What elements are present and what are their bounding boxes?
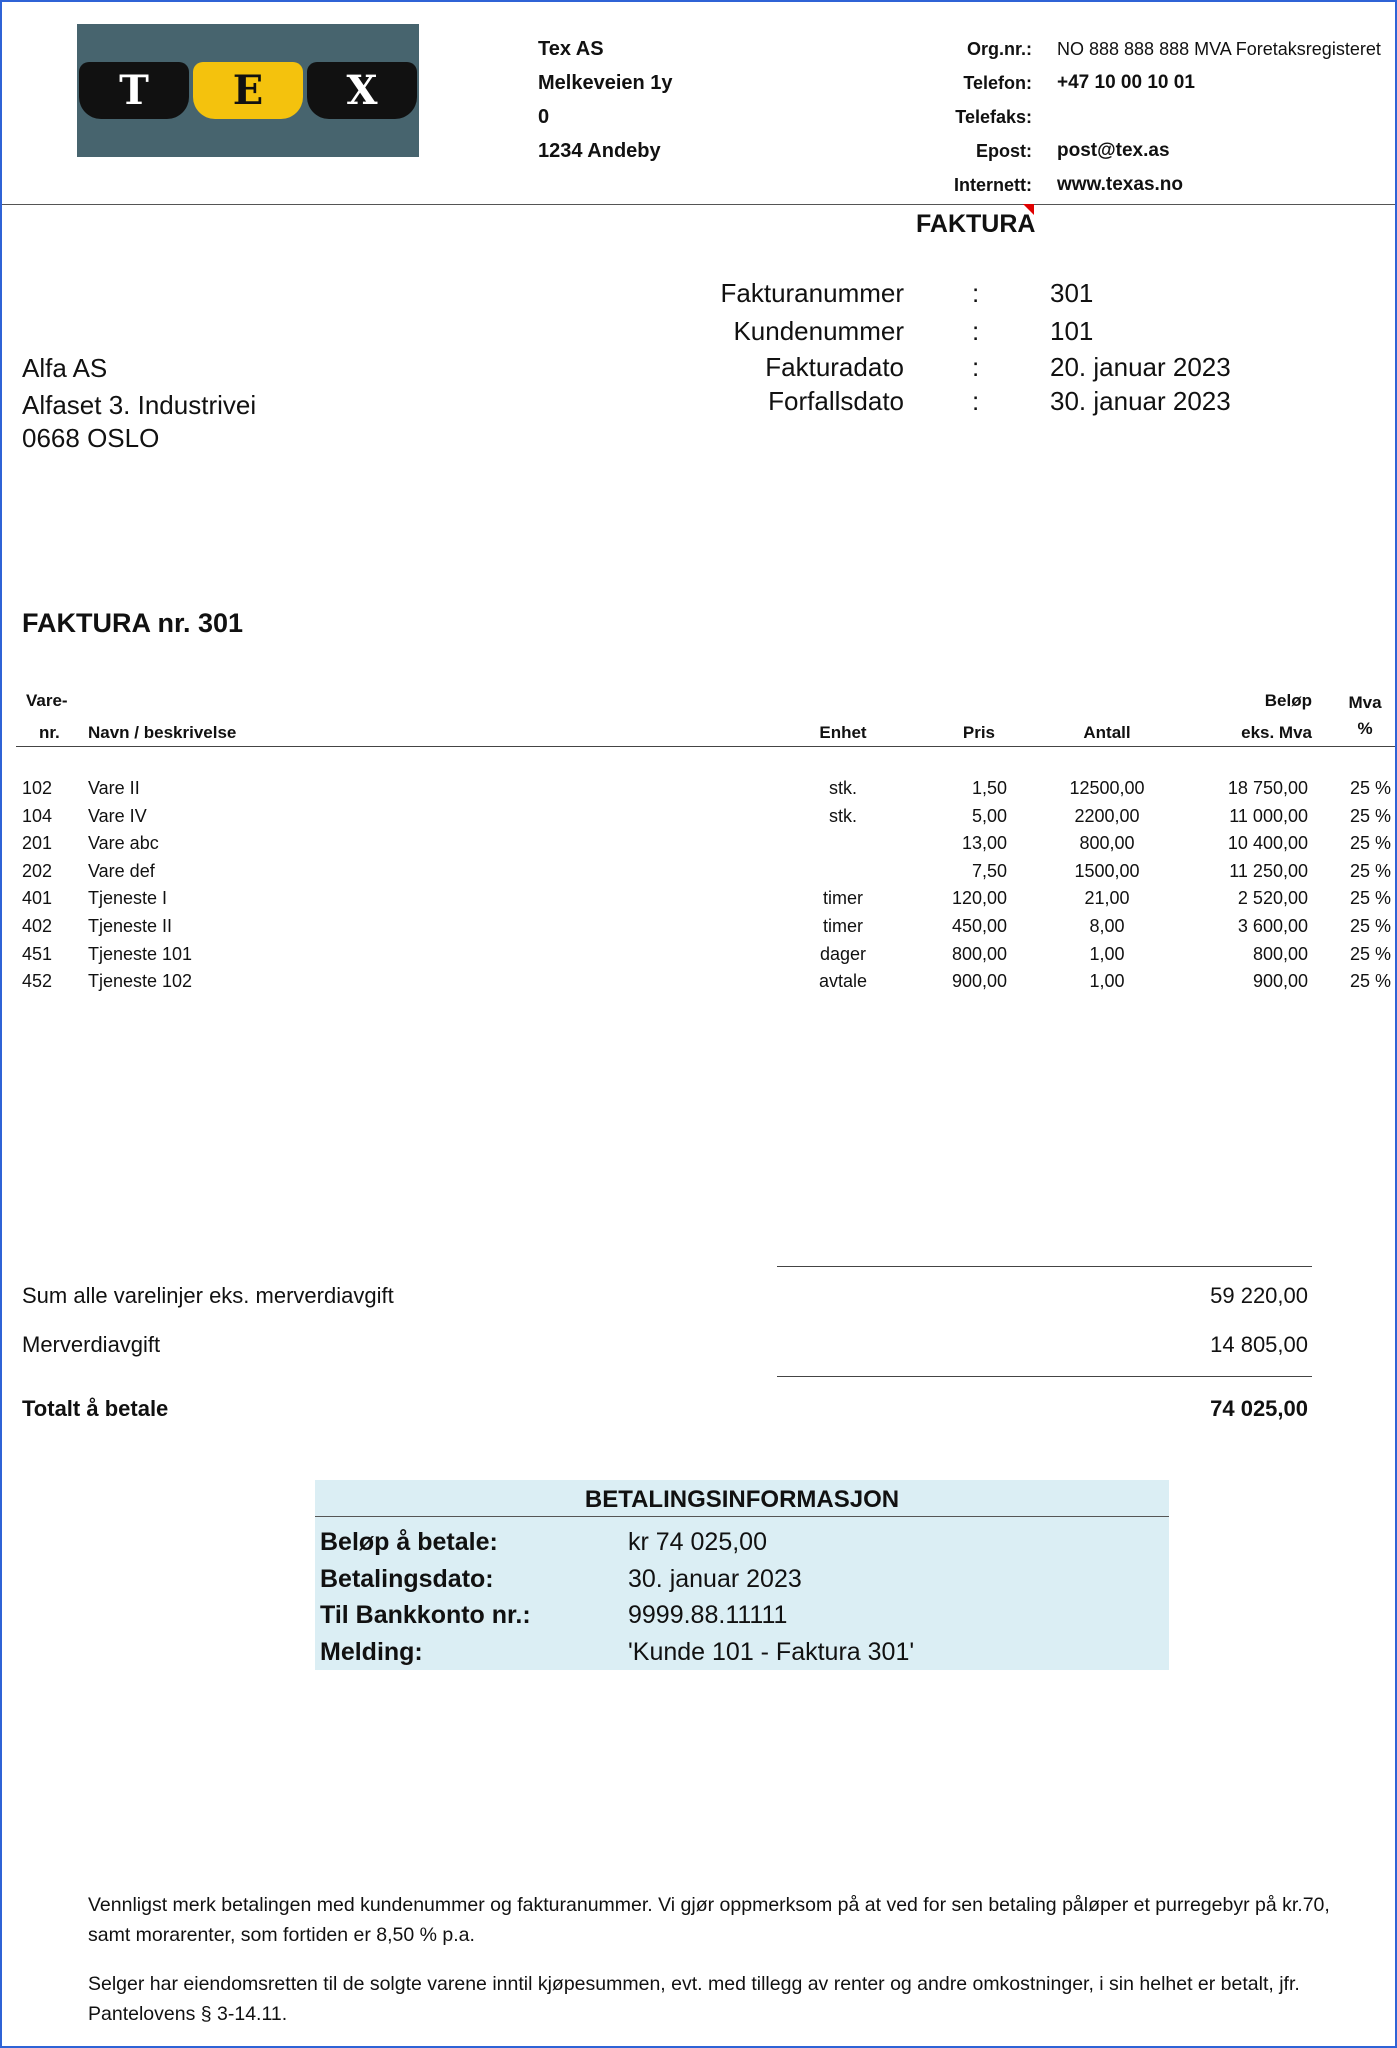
item-number: 202 (22, 860, 53, 881)
item-price: 5,00 (971, 805, 1007, 826)
payment-labels (320, 1524, 531, 1670)
footer-note-payment: Vennligst merk betalingen med kundenummer og fakturanummer. Vi gjør oppmerksom på at ved for sen betaling påløper et purregebyr på kr.70, samt morarenter, som fortiden er 8,50 % p.a. (88, 1894, 1330, 1946)
item-mva: 25 % (1350, 860, 1392, 881)
item-mva: 25 % (1350, 778, 1392, 798)
meta-value-invoice-number: 301 (1050, 278, 1094, 308)
item-qty: 21,00 (1084, 888, 1130, 909)
payment-amount-label: Beløp å betale: (320, 1528, 498, 1556)
header-unit: Enhet (819, 723, 867, 742)
item-amount: 800,00 (1252, 943, 1308, 964)
item-amount: 3 600,00 (1237, 915, 1308, 936)
item-number: 401 (22, 888, 53, 909)
table-row (2, 912, 1395, 940)
customer-name: Alfa AS (22, 353, 108, 383)
table-row (2, 857, 1395, 885)
header-divider (2, 204, 1395, 205)
item-unit: timer (823, 915, 863, 936)
company-logo (77, 24, 419, 157)
payment-date-value: 30. januar 2023 (628, 1564, 802, 1593)
item-mva: 25 % (1350, 971, 1392, 992)
payment-date-label: Betalingsdato: (320, 1564, 494, 1593)
table-row (2, 774, 1395, 802)
header-mva-top: Mva (1348, 693, 1382, 712)
phone-value: +47 10 00 10 01 (1057, 72, 1195, 93)
item-unit: timer (823, 888, 863, 909)
meta-separator: : (972, 386, 980, 416)
item-mva: 25 % (1350, 833, 1392, 854)
document-title: FAKTURA (916, 210, 1036, 238)
meta-separator: : (972, 278, 980, 308)
invoice-meta-labels (682, 274, 904, 420)
invoice-meta-values (1050, 274, 1231, 420)
item-number: 104 (22, 805, 53, 826)
item-number: 451 (22, 943, 53, 964)
footer-note-ownership: Selger har eiendomsretten til de solgte varene inntil kjøpesummen, evt. med tillegg av renter og andre omkostninger, i sin helhet er betalt, jfr. Pantelovens § 3-14.11. (88, 1973, 1300, 2025)
line-items (2, 774, 1395, 995)
item-qty: 1,00 (1089, 943, 1125, 964)
item-amount: 18 750,00 (1227, 778, 1308, 798)
subtotal-label: Sum alle varelinjer eks. merverdiavgift (22, 1283, 394, 1308)
item-name: Tjeneste 101 (88, 943, 193, 964)
item-number: 402 (22, 915, 53, 936)
item-qty: 8,00 (1089, 915, 1125, 936)
header-qty: Antall (1083, 723, 1131, 742)
payment-title: BETALINGSINFORMASJON (315, 1480, 1169, 1517)
item-qty: 1,00 (1089, 971, 1125, 992)
fax-value (1057, 100, 1381, 134)
invoice-heading: FAKTURA nr. 301 (22, 608, 244, 638)
company-postal: 1234 Andeby (538, 140, 661, 162)
payment-amount-value: kr 74 025,00 (628, 1528, 767, 1556)
org-value: NO 888 888 888 MVA Foretaksregisteret (1057, 39, 1381, 59)
header-price: Pris (962, 723, 995, 742)
logo-tile-t: T (79, 62, 189, 119)
item-price: 13,00 (961, 833, 1007, 854)
totals-divider-bottom (777, 1376, 1312, 1377)
logo-tile-x: X (307, 62, 417, 119)
contact-values (1057, 32, 1381, 202)
total-label: Totalt å betale (22, 1396, 169, 1421)
payment-message-value: 'Kunde 101 - Faktura 301' (628, 1637, 915, 1666)
customer-street: Alfaset 3. Industrivei (22, 390, 257, 420)
web-value[interactable]: www.texas.no (1057, 174, 1183, 195)
payment-values (628, 1524, 914, 1670)
meta-value-customer-number: 101 (1050, 316, 1094, 346)
item-mva: 25 % (1350, 888, 1392, 909)
item-price: 1,50 (971, 778, 1007, 798)
item-number: 201 (22, 833, 53, 854)
item-price: 800,00 (951, 943, 1007, 964)
subtotal-value: 59 220,00 (1210, 1283, 1308, 1308)
table-row (2, 967, 1395, 995)
meta-value-invoice-date: 20. januar 2023 (1050, 352, 1231, 382)
company-street: Melkeveien 1y (538, 72, 673, 94)
org-label: Org.nr.: (966, 39, 1032, 59)
payment-account-label: Til Bankkonto nr.: (320, 1601, 531, 1629)
meta-label-due-date: Forfallsdato (768, 386, 904, 416)
invoice-meta-separators (972, 274, 979, 420)
table-header-divider (16, 746, 1395, 747)
contact-labels (907, 32, 1032, 202)
item-number: 452 (22, 971, 53, 992)
customer-postal: 0668 OSLO (22, 423, 160, 453)
payment-info-box (315, 1480, 1169, 1670)
item-name: Tjeneste I (88, 888, 168, 909)
header-nr-bottom: nr. (39, 723, 60, 742)
item-amount: 10 400,00 (1227, 833, 1308, 854)
item-name: Vare IV (88, 805, 147, 826)
item-amount: 2 520,00 (1237, 888, 1308, 909)
item-number: 102 (22, 778, 53, 798)
item-price: 7,50 (971, 860, 1007, 881)
item-mva: 25 % (1350, 943, 1392, 964)
item-amount: 900,00 (1252, 971, 1308, 992)
item-unit: stk. (828, 805, 857, 826)
header-amount-bottom: eks. Mva (1241, 723, 1312, 742)
table-row (2, 884, 1395, 912)
item-amount: 11 000,00 (1229, 805, 1308, 826)
item-name: Vare II (88, 778, 140, 798)
web-label: Internett: (954, 175, 1032, 195)
table-row (2, 829, 1395, 857)
item-qty: 2200,00 (1074, 805, 1140, 826)
item-qty: 1500,00 (1074, 860, 1140, 881)
meta-label-customer-number: Kundenummer (733, 316, 904, 346)
item-mva: 25 % (1350, 805, 1392, 826)
meta-label-invoice-date: Fakturadato (765, 352, 904, 382)
header-nr-top: Vare- (26, 691, 68, 710)
item-mva: 25 % (1350, 915, 1392, 936)
item-name: Vare def (88, 860, 155, 881)
item-unit: dager (819, 943, 867, 964)
item-unit: avtale (818, 971, 868, 992)
vat-value: 14 805,00 (1210, 1332, 1308, 1357)
item-price: 120,00 (951, 888, 1007, 909)
totals-divider-top (777, 1266, 1312, 1267)
customer-address (22, 350, 256, 457)
item-amount: 11 250,00 (1229, 860, 1308, 881)
meta-separator: : (972, 316, 980, 346)
fax-label: Telefaks: (955, 107, 1032, 127)
vat-label: Merverdiavgift (22, 1332, 161, 1357)
meta-label-invoice-number: Fakturanummer (720, 278, 904, 308)
table-row (2, 940, 1395, 968)
email-label: Epost: (976, 141, 1032, 161)
meta-value-due-date: 30. januar 2023 (1050, 386, 1231, 416)
header-amount-top: Beløp (1264, 691, 1312, 710)
company-address (538, 32, 673, 168)
company-name: Tex AS (538, 38, 604, 60)
item-name: Vare abc (88, 833, 159, 854)
email-value[interactable]: post@tex.as (1057, 140, 1170, 161)
item-price: 450,00 (951, 915, 1007, 936)
company-line3: 0 (538, 106, 550, 128)
item-qty: 12500,00 (1069, 778, 1145, 798)
item-name: Tjeneste II (88, 915, 173, 936)
payment-message-label: Melding: (320, 1637, 423, 1666)
logo-tile-e: E (193, 62, 303, 119)
payment-account-value: 9999.88.11111 (628, 1601, 788, 1629)
header-name: Navn / beskrivelse (88, 723, 237, 742)
header-mva-bottom: % (1357, 719, 1373, 738)
item-name: Tjeneste 102 (88, 971, 193, 992)
item-price: 900,00 (951, 971, 1007, 992)
table-row (2, 802, 1395, 830)
item-qty: 800,00 (1079, 833, 1135, 854)
item-unit: stk. (828, 778, 857, 798)
total-value: 74 025,00 (1210, 1396, 1308, 1421)
phone-label: Telefon: (963, 73, 1032, 93)
meta-separator: : (972, 352, 980, 382)
